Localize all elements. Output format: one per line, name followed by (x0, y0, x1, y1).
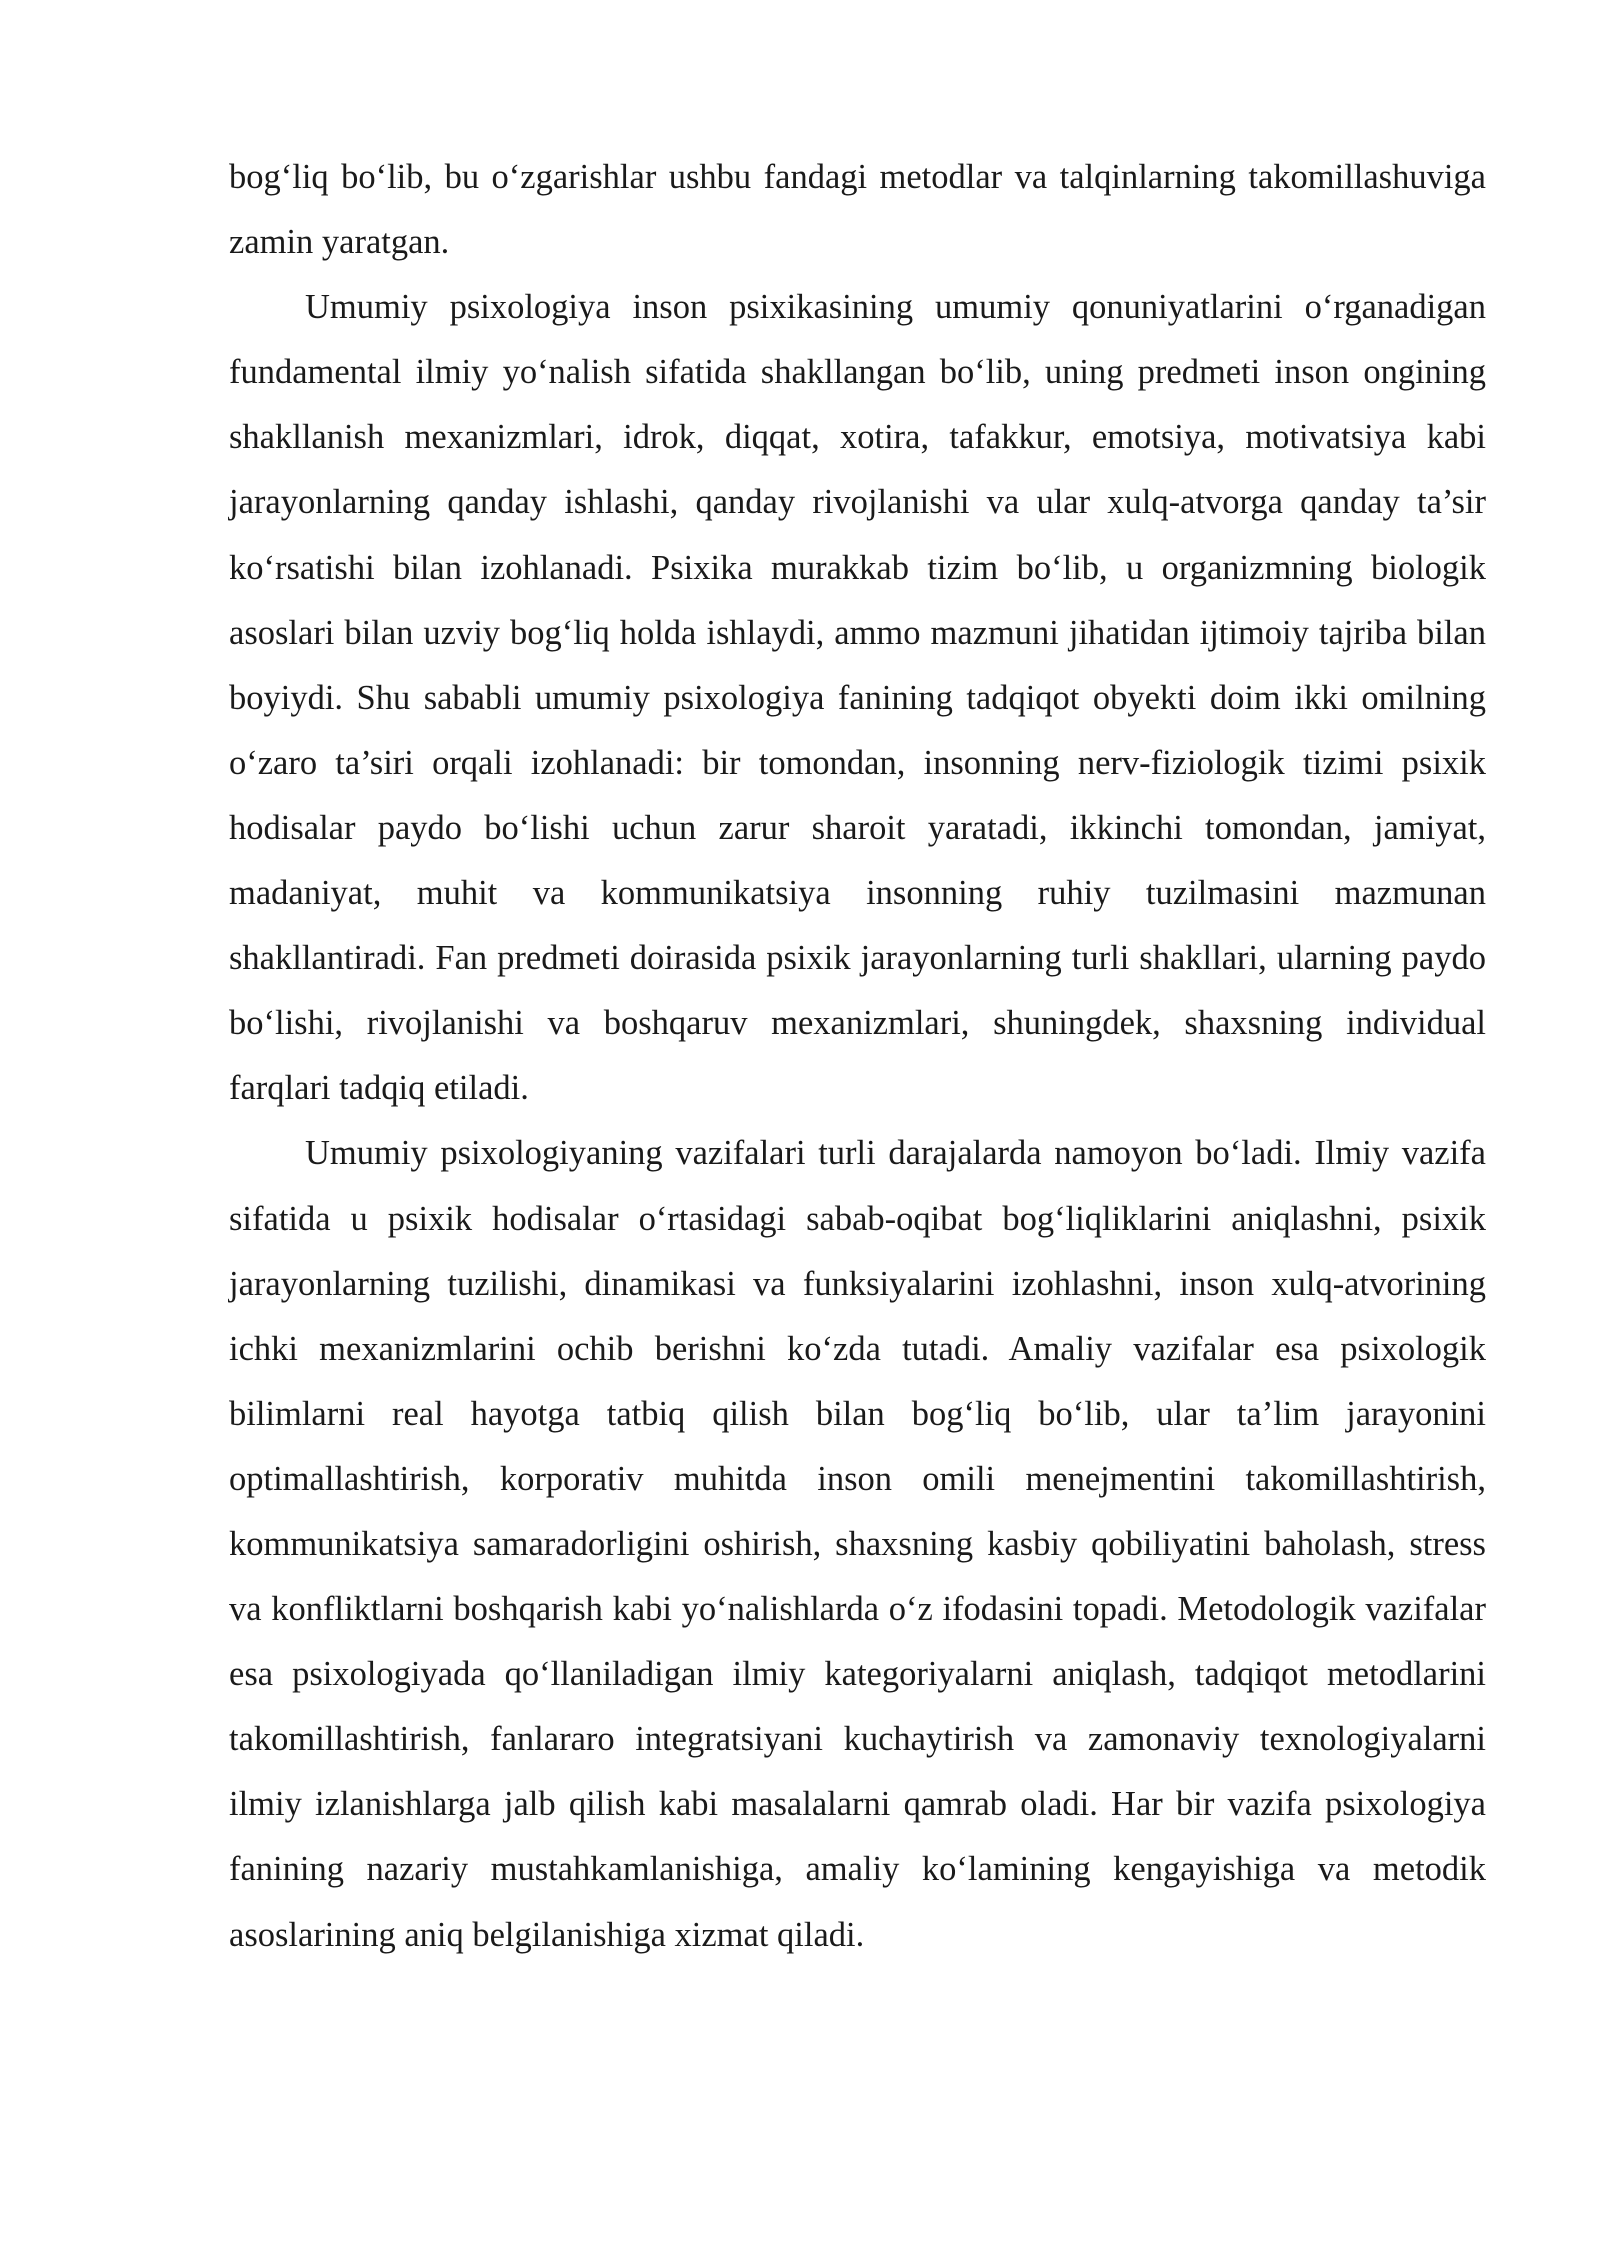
paragraph-general-psychology-subject: Umumiy psixologiya inson psixikasining umumiy qonuniyatlarini o‘rganadigan fundamental ilmiy yo‘nalish sifatida shakllangan bo‘lib, uning predmeti inson ongining shakllanish mexanizmlari, idrok, diqqat, xotira, tafakkur, emotsiya, motivatsiya kabi jarayonlarning qanday ishlashi, qanday rivojlanishi va ular xulq-atvorga qanday ta’sir ko‘rsatishi bilan izohlanadi. Psixika murakkab tizim bo‘lib, u organizmning biologik asoslari bilan uzviy bog‘liq holda ishlaydi, ammo mazmuni jihatidan ijtimoiy tajriba bilan boyiydi. Shu sababli umumiy psixologiya fanining tadqiqot obyekti doim ikki omilning o‘zaro ta’siri orqali izohlanadi: bir tomondan, insonning nerv-fiziologik tizimi psixik hodisalar paydo bo‘lishi uchun zarur sharoit yaratadi, ikkinchi tomondan, jamiyat, madaniyat, muhit va kommunikatsiya insonning ruhiy tuzilmasini mazmunan shakllantiradi. Fan predmeti doirasida psixik jarayonlarning turli shakllari, ularning paydo bo‘lishi, rivojlanishi va boshqaruv mexanizmlari, shuningdek, shaxsning individual farqlari tadqiq etiladi. (229, 288, 1486, 1108)
paragraph-continuation: bog‘liq bo‘lib, bu o‘zgarishlar ushbu fandagi metodlar va talqinlarning takomillashuviga zamin yaratgan. (229, 158, 1486, 262)
body-text (229, 145, 1486, 1968)
paragraph-general-psychology-tasks: Umumiy psixologiyaning vazifalari turli darajalarda namoyon bo‘ladi. Ilmiy vazifa sifatida u psixik hodisalar o‘rtasidagi sabab-oqibat bog‘liqliklarini aniqlashni, psixik jarayonlarning tuzilishi, dinamikasi va funksiyalarini izohlashni, inson xulq-atvorining ichki mexanizmlarini ochib berishni ko‘zda tutadi. Amaliy vazifalar esa psixologik bilimlarni real hayotga tatbiq qilish bilan bog‘liq bo‘lib, ular ta’lim jarayonini optimallashtirish, korporativ muhitda inson omili menejmentini takomillashtirish, kommunikatsiya samaradorligini oshirish, shaxsning kasbiy qobiliyatini baholash, stress va konfliktlarni boshqarish kabi yo‘nalishlarda o‘z ifodasini topadi. Metodologik vazifalar esa psixologiyada qo‘llaniladigan ilmiy kategoriyalarni aniqlash, tadqiqot metodlarini takomillashtirish, fanlararo integratsiyani kuchaytirish va zamonaviy texnologiyalarni ilmiy izlanishlarga jalb qilish kabi masalalarni qamrab oladi. Har bir vazifa psixologiya fanining nazariy mustahkamlanishiga, amaliy ko‘lamining kengayishiga va metodik asoslarining aniq belgilanishiga xizmat qiladi. (229, 1134, 1486, 1954)
